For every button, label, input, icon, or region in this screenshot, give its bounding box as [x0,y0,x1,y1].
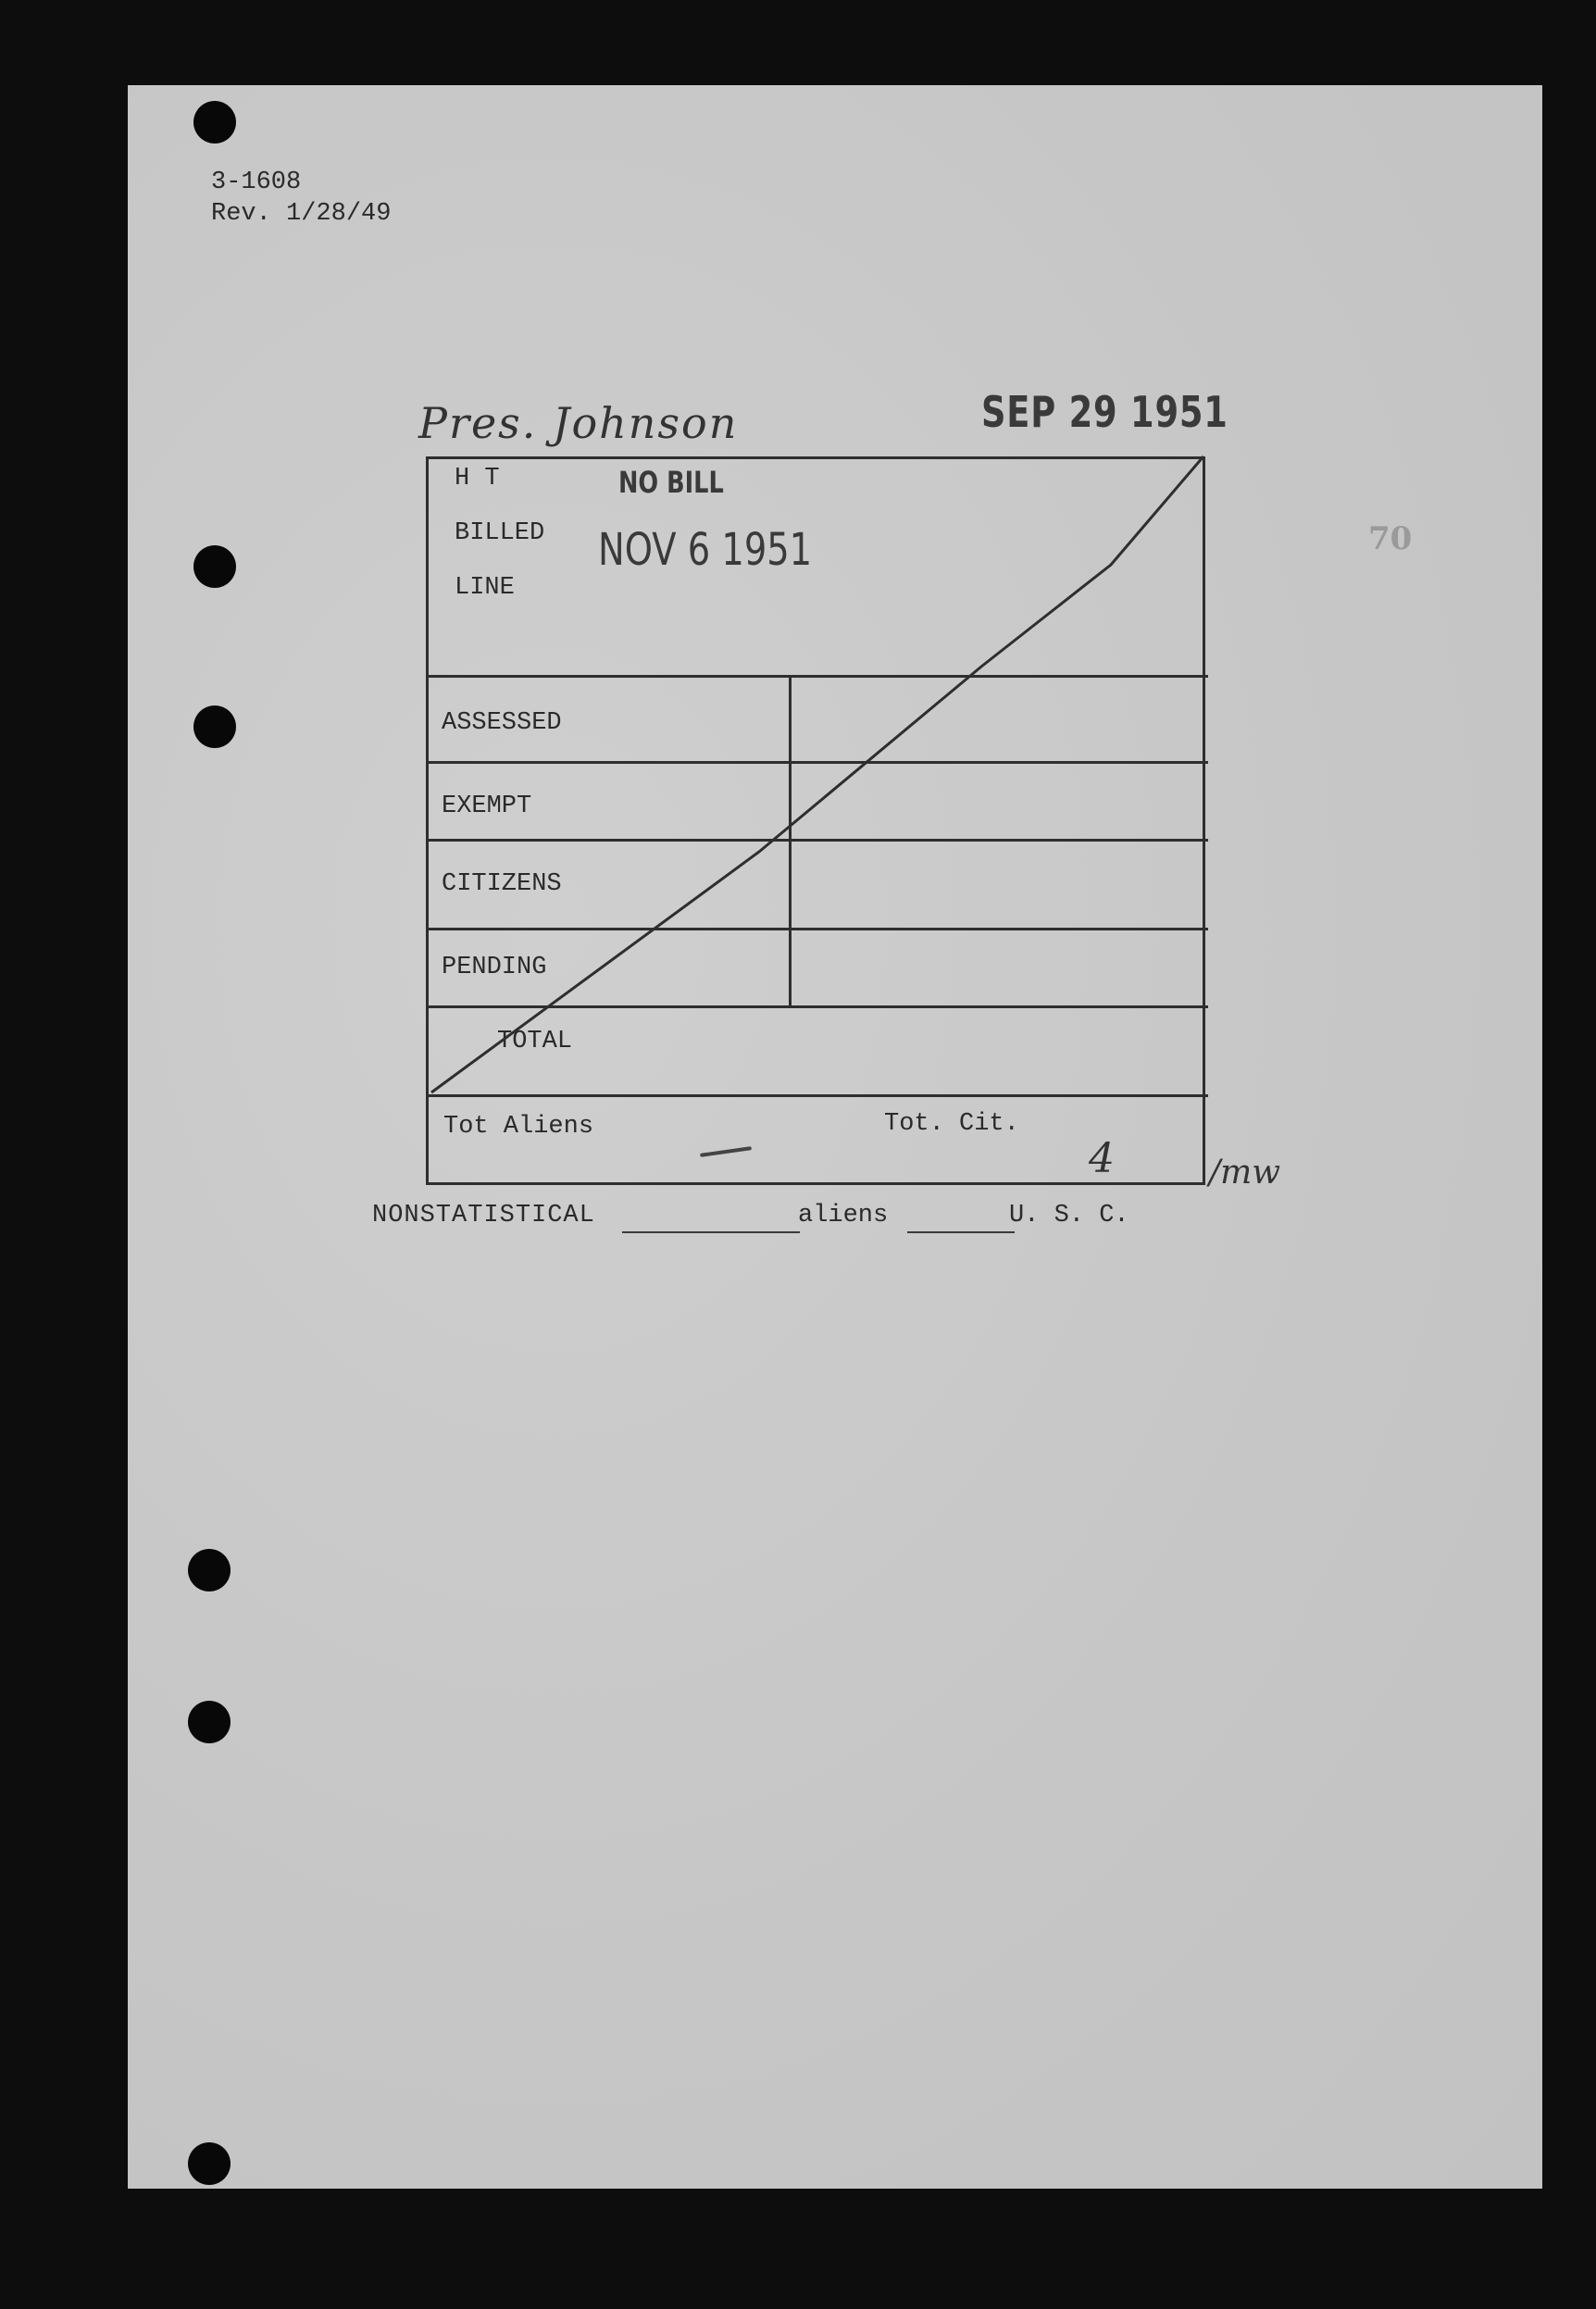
aliens-blank [622,1231,800,1233]
usc-label: U. S. C. [1009,1202,1129,1229]
ht-label: H T [455,465,500,493]
tot-cit-value: 4 [1089,1135,1115,1182]
form-revision: Rev. 1/28/49 [211,200,392,228]
row-label-citizens: CITIZENS [442,870,562,898]
row-label-assessed: ASSESSED [442,709,562,737]
aliens-label: aliens [798,1202,889,1229]
line-label: LINE [455,574,515,602]
billed-label: BILLED [455,519,545,547]
nonstatistical-label: NONSTATISTICAL [372,1202,595,1229]
usc-blank [907,1231,1015,1233]
billed-date-stamp: NOV 6 1951 [598,524,813,576]
margin-number: 70 [1368,520,1413,557]
tot-aliens-label: Tot Aliens [443,1113,594,1141]
form-number: 3-1608 [211,168,302,196]
no-bill-stamp: NO BILL [618,465,724,500]
total-label: TOTAL [497,1028,573,1055]
initials: /mw [1209,1154,1281,1192]
date-stamp: SEP 29 1951 [981,387,1228,437]
row-label-pending: PENDING [442,954,547,981]
row-label-exempt: EXEMPT [442,793,532,820]
handwritten-name: Pres. Johnson [418,398,739,448]
tot-cit-label: Tot. Cit. [884,1110,1019,1138]
